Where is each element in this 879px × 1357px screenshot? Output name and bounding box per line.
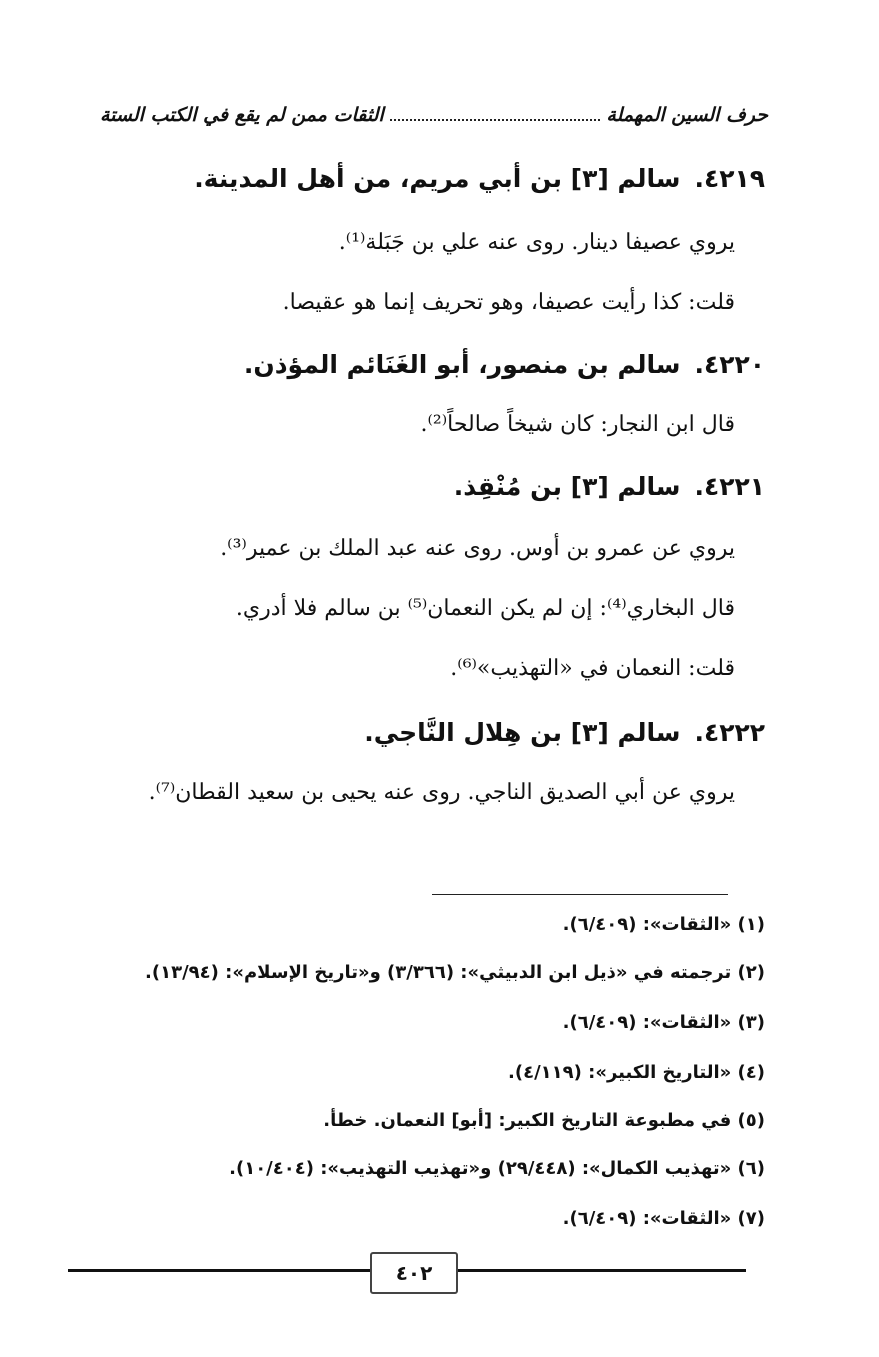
bottom-rule-right bbox=[454, 1269, 746, 1272]
entry-number: ٤٢١٩. bbox=[694, 164, 765, 193]
text-line: يروي عصيفا دينار. روى عنه علي بن جَبَلة⁽¹⁾. bbox=[338, 230, 735, 255]
footnote: (٤) «التاريخ الكبير»: (٤/١١٩). bbox=[508, 1062, 765, 1083]
page-number: ٤٠٢ bbox=[370, 1252, 458, 1294]
entry-title: سالم بن منصور، أبو الغَنَائم المؤذن. bbox=[243, 350, 681, 379]
entry-heading bbox=[364, 718, 765, 747]
entry-title: سالم [٣] بن هِلال النَّاجي. bbox=[364, 718, 681, 747]
text-line: قال ابن النجار: كان شيخاً صالحاً⁽²⁾. bbox=[420, 412, 735, 437]
running-header bbox=[100, 104, 768, 138]
header-dots bbox=[390, 119, 601, 121]
text-line: يروي عن أبي الصديق الناجي. روى عنه يحيى بن سعيد القطان⁽⁷⁾. bbox=[148, 780, 735, 805]
footnote-separator bbox=[432, 894, 728, 895]
entry-number: ٤٢٢١. bbox=[694, 472, 765, 501]
text-line: قلت: النعمان في «التهذيب»⁽⁶⁾. bbox=[450, 656, 735, 681]
entry-number: ٤٢٢٢. bbox=[694, 718, 765, 747]
entry-heading bbox=[194, 164, 765, 193]
footnote: (٣) «الثقات»: (٦/٤٠٩). bbox=[562, 1012, 765, 1033]
entry-heading bbox=[244, 350, 765, 379]
footnote: (١) «الثقات»: (٦/٤٠٩). bbox=[562, 914, 765, 935]
footnote: (٧) «الثقات»: (٦/٤٠٩). bbox=[562, 1208, 765, 1229]
text-line: قال البخاري⁽⁴⁾: إن لم يكن النعمان⁽⁵⁾ بن سالم فلا أدري. bbox=[235, 596, 735, 621]
bottom-rule-left bbox=[68, 1269, 370, 1272]
footnote: (٦) «تهذيب الكمال»: (٢٩/٤٤٨) و«تهذيب التهذيب»: (١٠/٤٠٤). bbox=[229, 1158, 765, 1179]
text-line: يروي عن عمرو بن أوس. روى عنه عبد الملك بن عمير⁽³⁾. bbox=[220, 536, 735, 561]
entry-heading bbox=[454, 472, 765, 501]
header-book-title: الثقات ممن لم يقع في الكتب الستة bbox=[100, 104, 384, 126]
header-chapter: حرف السين المهملة bbox=[606, 104, 768, 126]
entry-title: سالم [٣] بن أبي مريم، من أهل المدينة. bbox=[194, 164, 681, 193]
footnote: (٥) في مطبوعة التاريخ الكبير: [أبو] النعمان. خطأ. bbox=[323, 1110, 765, 1131]
entry-number: ٤٢٢٠. bbox=[694, 350, 765, 379]
text-line: قلت: كذا رأيت عصيفا، وهو تحريف إنما هو عقيصا. bbox=[282, 290, 735, 315]
footnote: (٢) ترجمته في «ذيل ابن الدبيثي»: (٣/٣٦٦) و«تاريخ الإسلام»: (١٣/٩٤). bbox=[145, 962, 765, 983]
entry-title: سالم [٣] بن مُنْقِذ. bbox=[453, 472, 681, 501]
